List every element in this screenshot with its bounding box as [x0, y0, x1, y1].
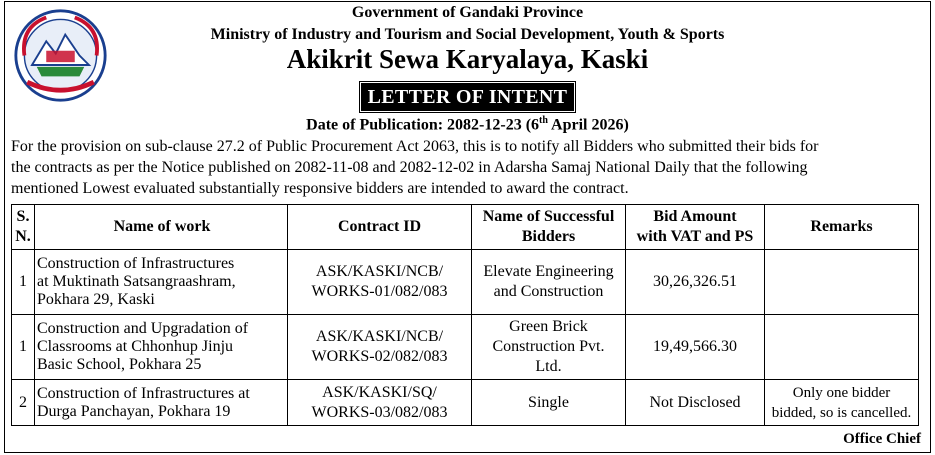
table-header-row [12, 205, 919, 250]
row-sn: 1 [12, 250, 35, 315]
notice-paragraph [11, 136, 926, 199]
row-remarks [765, 315, 919, 380]
header-sn: S. N. [12, 205, 35, 250]
header-contract-id: Contract ID [288, 205, 472, 250]
header-bidder: Name of Successful Bidders [472, 205, 626, 250]
government-heading: Government of Gandaki Province [351, 4, 584, 21]
row-contract-id: ASK/KASKI/NCB/ WORKS-01/082/083 [288, 250, 472, 315]
row-sn: 2 [12, 380, 35, 426]
row-remarks: Only one bidder bidded, so is cancelled. [765, 380, 919, 426]
signature-office-chief: Office Chief [843, 431, 921, 447]
row-amount: 19,49,566.30 [626, 315, 765, 380]
table-row [12, 250, 919, 315]
row-name: Construction and Upgradation of Classrooms at Chhonhup Jinju Basic School, Pokhara 25 [35, 315, 288, 380]
publication-date: Date of Publication: 2082-12-23 (6th April 2026) [306, 115, 629, 134]
ministry-heading: Ministry of Industry and Tourism and Social Development, Youth & Sports [210, 26, 725, 43]
paragraph-line: For the provision on sub-clause 27.2 of Public Procurement Act 2063, this is to notify all Bidders who submitted their bids for [11, 138, 819, 155]
paragraph-line: the contracts as per the Notice published on 2082-11-08 and 2082-12-02 in Adarsha Samaj National Daily that the following [11, 159, 808, 176]
row-bidder: Green Brick Construction Pvt. Ltd. [472, 315, 626, 380]
document-title: LETTER OF INTENT [361, 83, 575, 111]
row-bidder: Elevate Engineering and Construction [472, 250, 626, 315]
row-sn: 1 [12, 315, 35, 380]
contract-table [11, 204, 919, 426]
row-contract-id: ASK/KASKI/NCB/ WORKS-02/082/083 [288, 315, 472, 380]
row-amount: 30,26,326.51 [626, 250, 765, 315]
row-name: Construction of Infrastructures at Muktinath Satsangraashram, Pokhara 29, Kaski [35, 250, 288, 315]
table-row [12, 380, 919, 426]
header-name-of-work: Name of work [35, 205, 288, 250]
header-bid-amount: Bid Amount with VAT and PS [626, 205, 765, 250]
row-remarks [765, 250, 919, 315]
row-amount: Not Disclosed [626, 380, 765, 426]
header-remarks: Remarks [765, 205, 919, 250]
table-row [12, 315, 919, 380]
letter-page [4, 1, 931, 453]
paragraph-line: mentioned Lowest evaluated substantially responsive bidders are intended to award the contract. [11, 180, 629, 197]
office-heading: Akikrit Sewa Karyalaya, Kaski [286, 44, 649, 74]
row-contract-id: ASK/KASKI/SQ/ WORKS-03/082/083 [288, 380, 472, 426]
row-bidder: Single [472, 380, 626, 426]
row-name: Construction of Infrastructures at Durga Panchayan, Pokhara 19 [35, 380, 288, 426]
